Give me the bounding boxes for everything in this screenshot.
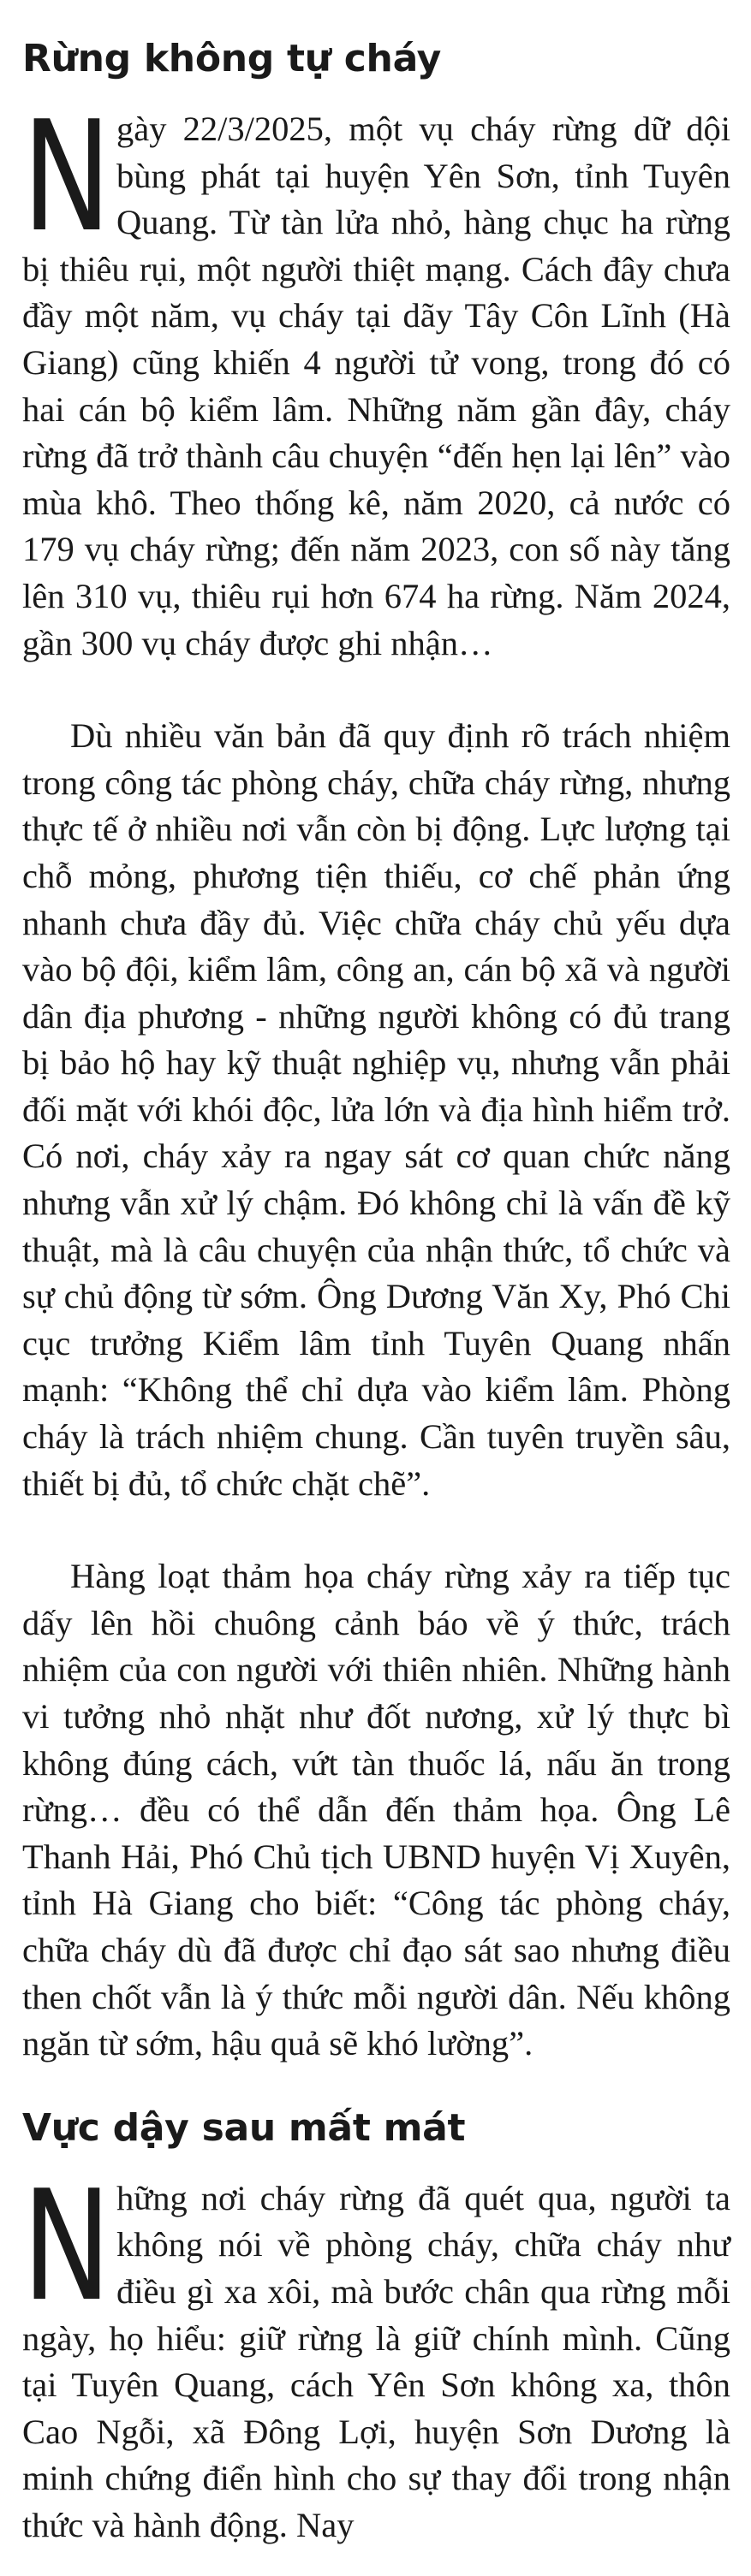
paragraph-responsibility: Dù nhiều văn bản đã quy định rõ trách nhiệm trong công tác phòng cháy, chữa cháy rừng, nhưng thực tế ở nhiều nơi vẫn còn bị động. Lực lượng tại chỗ mỏng, phương tiện thiếu, cơ chế phản ứng nhanh chưa đầy đủ. Việc chữa cháy chủ yếu dựa vào bộ đội, kiểm lâm, công an, cán bộ xã và người dân địa phương - những người không có đủ trang bị bảo hộ hay kỹ thuật nghiệp vụ, nhưng vẫn phải đối mặt với khói độc, lửa lớn và địa hình hiểm trở. Có nơi, cháy xảy ra ngay sát cơ quan chức năng nhưng vẫn xử lý chậm. Đó không chỉ là vấn đề kỹ thuật, mà là câu chuyện của nhận thức, tổ chức và sự chủ động từ sớm. Ông Dương Văn Xy, Phó Chi cục trưởng Kiểm lâm tỉnh Tuyên Quang nhấn mạnh: “Không thể chỉ dựa vào kiểm lâm. Phòng cháy là trách nhiệm chung. Cần tuyên truyền sâu, thiết bị đủ, tổ chức chặt chẽ”. — [22, 716, 730, 1503]
drop-cap: N — [22, 2157, 111, 2335]
paragraph-intro — [22, 88, 730, 667]
paragraph-recovery-text: hững nơi cháy rừng đã quét qua, người ta không nói về phòng cháy, chữa cháy như điều gì xa xôi, mà bước chân qua rừng mỗi ngày, họ hiểu: giữ rừng là giữ chính mình. Cũng tại Tuyên Quang, cách Yên Sơn không xa, thôn Cao Ngỗi, xã Đông Lợi, huyện Sơn Dương là minh chứng điển hình cho sự thay đổi trong nhận thức và hành động. Nay — [22, 2178, 730, 2544]
paragraph-awareness: Hàng loạt thảm họa cháy rừng xảy ra tiếp tục dấy lên hồi chuông cảnh báo về ý thức, trách nhiệm của con người với thiên nhiên. Những hành vi tưởng nhỏ nhặt như đốt nương, xử lý thực bì không đúng cách, vứt tàn thuốc lá, nấu ăn trong rừng… đều có thể dẫn đến thảm họa. Ông Lê Thanh Hải, Phó Chủ tịch UBND huyện Vị Xuyên, tỉnh Hà Giang cho biết: “Công tác phòng cháy, chữa cháy dù đã được chỉ đạo sát sao nhưng điều then chốt vẫn là ý thức mỗi người dân. Nếu không ngăn từ sớm, hậu quả sẽ khó lường”. — [22, 1557, 730, 2063]
section-heading-vuc-day-sau-mat-mat: Vực dậy sau mất mát — [22, 2105, 466, 2150]
drop-cap: N — [22, 88, 111, 265]
paragraph-recovery — [22, 2157, 730, 2549]
section-heading-rung-khong-tu-chay: Rừng không tự cháy — [22, 37, 441, 80]
paragraph-intro-text: gày 22/3/2025, một vụ cháy rừng dữ dội bùng phát tại huyện Yên Sơn, tỉnh Tuyên Quang. Từ tàn lửa nhỏ, hàng chục ha rừng bị thiêu rụi, một người thiệt mạng. Cách đây chưa đầy một năm, vụ cháy tại dãy Tây Côn Lĩnh (Hà Giang) cũng khiến 4 người tử vong, trong đó có hai cán bộ kiểm lâm. Những năm gần đây, cháy rừng đã trở thành câu chuyện “đến hẹn lại lên” vào mùa khô. Theo thống kê, năm 2020, cả nước có 179 vụ cháy rừng; đến năm 2023, con số này tăng lên 310 vụ, thiêu rụi hơn 674 ha rừng. Năm 2024, gần 300 vụ cháy được ghi nhận… — [22, 110, 730, 662]
